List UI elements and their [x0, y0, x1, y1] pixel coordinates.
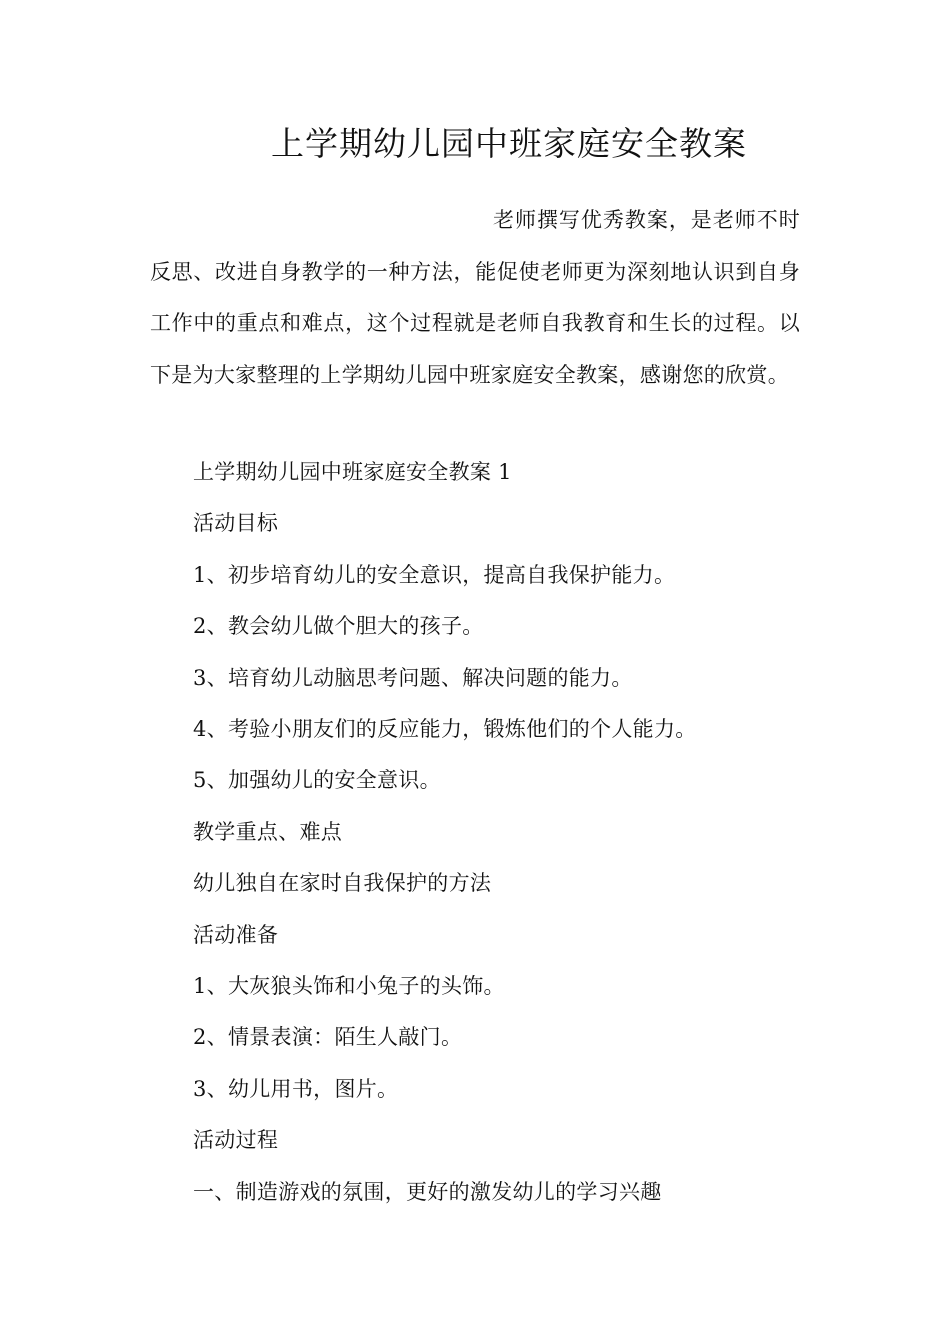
preparation-item-1: 1、大灰狼头饰和小兔子的头饰。: [193, 974, 505, 998]
goal-item-4: 4、考验小朋友们的反应能力，锻炼他们的个人能力。: [193, 717, 697, 741]
heading-activity-goals: 活动目标: [193, 511, 279, 535]
preparation-item-3: 3、幼儿用书，图片。: [193, 1077, 399, 1101]
document-title: 上学期幼儿园中班家庭安全教案: [271, 124, 747, 163]
goal-item-3: 3、培育幼儿动脑思考问题、解决问题的能力。: [193, 666, 633, 690]
key-point-text: 幼儿独自在家时自我保护的方法: [193, 871, 492, 895]
goal-item-5: 5、加强幼儿的安全意识。: [193, 768, 441, 792]
process-step-1: 一、制造游戏的氛围，更好的激发幼儿的学习兴趣: [193, 1180, 662, 1204]
intro-paragraph: 老师撰写优秀教案，是老师不时反思、改进自身教学的一种方法，能促使老师更为深刻地认识到自身工作中的重点和难点，这个过程就是老师自我教育和生长的过程。以下是为大家整理的上学期幼儿园中班家庭安全教案，感谢您的欣赏。: [150, 208, 800, 387]
heading-activity-process: 活动过程: [193, 1128, 279, 1152]
preparation-item-2: 2、情景表演：陌生人敲门。: [193, 1025, 463, 1049]
heading-key-points: 教学重点、难点: [193, 820, 343, 844]
section-heading-lesson-1: 上学期幼儿园中班家庭安全教案 1: [193, 460, 512, 484]
goal-item-2: 2、教会幼儿做个胆大的孩子。: [193, 614, 484, 638]
heading-preparation: 活动准备: [193, 923, 279, 947]
goal-item-1: 1、初步培育幼儿的安全意识，提高自我保护能力。: [193, 563, 676, 587]
